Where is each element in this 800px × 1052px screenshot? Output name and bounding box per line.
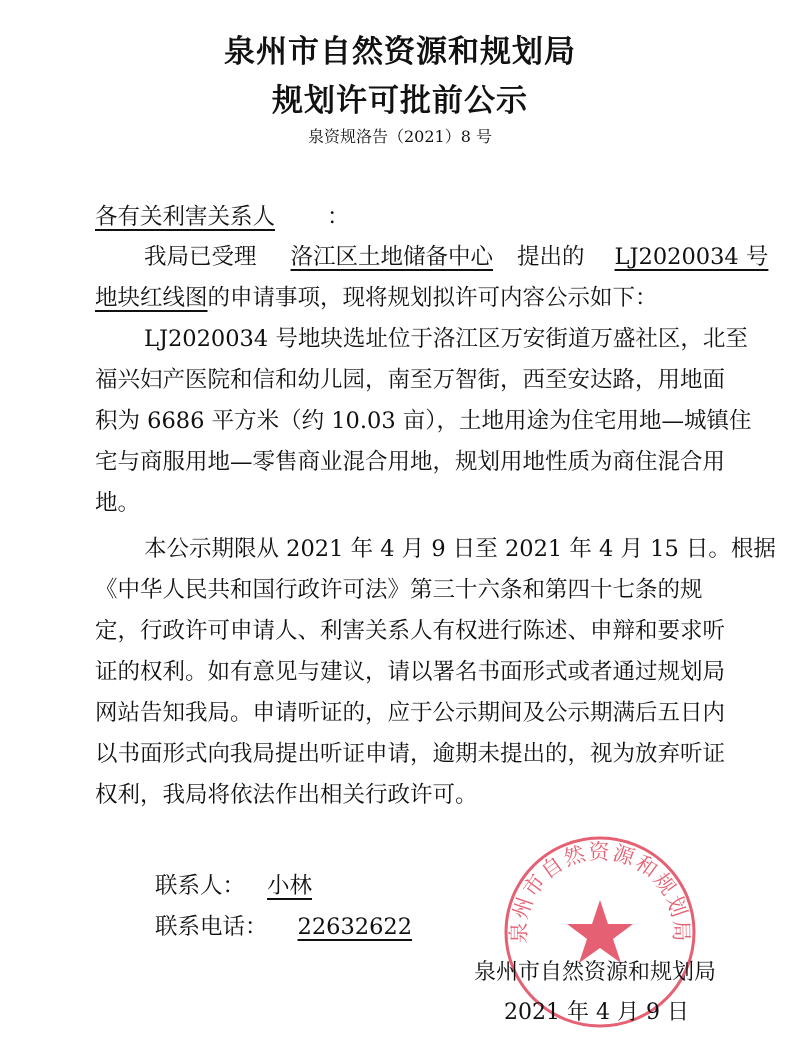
applicant-name: 洛江区土地储备中心 [290, 244, 494, 270]
para3-line: 权利，我局将依法作出相关行政许可。 [95, 782, 478, 808]
seal-text: 泉州市自然资源和规划局 [506, 839, 694, 944]
para3-line: 本公示期限从 2021 年 4 月 9 日至 2021 年 4 月 15 日。根据 [144, 536, 776, 562]
para2-line: 福兴妇产医院和信和幼儿园，南至万智街，西至安达路，用地面 [95, 367, 726, 393]
para1-line2 [0, 283, 800, 313]
subject-line1: LJ2020034 号 [614, 244, 769, 270]
contact-phone-label: 联系电话： [155, 914, 268, 940]
para1-line1 [0, 242, 800, 272]
para3-line: 网站告知我局。申请听证的，应于公示期间及公示期满后五日内 [95, 700, 726, 726]
signature-org: 泉州市自然资源和规划局 [474, 960, 717, 985]
para2-line: LJ2020034 号地块选址位于洛江区万安街道万盛社区，北至 [144, 326, 748, 352]
para1-text-b: 提出的 [517, 244, 585, 270]
para2-line: 积为 6686 平方米（约 10.03 亩），土地用途为住宅用地—城镇住 [95, 408, 752, 434]
para1-text-a: 我局已受理 [144, 244, 257, 270]
para3-line: 定，行政许可申请人、利害关系人有权进行陈述、申辩和要求听 [95, 618, 726, 644]
para3-line: 证的权利。如有意见与建议，请以署名书面形式或者通过规划局 [95, 659, 726, 685]
signature-date: 2021 年 4 月 9 日 [504, 1000, 689, 1025]
para3-line: 以书面形式向我局提出听证申请，逾期未提出的，视为放弃听证 [95, 741, 726, 767]
contact-person-label: 联系人： [155, 873, 246, 899]
doc-title: 规划许可批前公示 [272, 83, 528, 119]
salutation: 各有关利害关系人 [95, 204, 276, 230]
seal-star-icon [567, 900, 633, 963]
subject-line2: 地块红线图 [95, 285, 208, 311]
contact-phone: 22632622 [297, 914, 413, 940]
para2-line: 宅与商服用地—零售商业混合用地，规划用地性质为商住混合用 [95, 449, 726, 475]
salutation-suffix: ： [327, 204, 350, 230]
para3-line: 《中华人民共和国行政许可法》第三十六条和第四十七条的规 [95, 577, 703, 603]
contact-person: 小林 [267, 873, 313, 899]
doc-number: 泉资规洛告（2021）8 号 [308, 127, 492, 146]
org-title: 泉州市自然资源和规划局 [224, 34, 576, 70]
para1-text-c: 的申请事项，现将规划拟许可内容公示如下： [207, 285, 658, 311]
salutation-line [0, 202, 800, 232]
para2-line: 地。 [95, 490, 141, 516]
